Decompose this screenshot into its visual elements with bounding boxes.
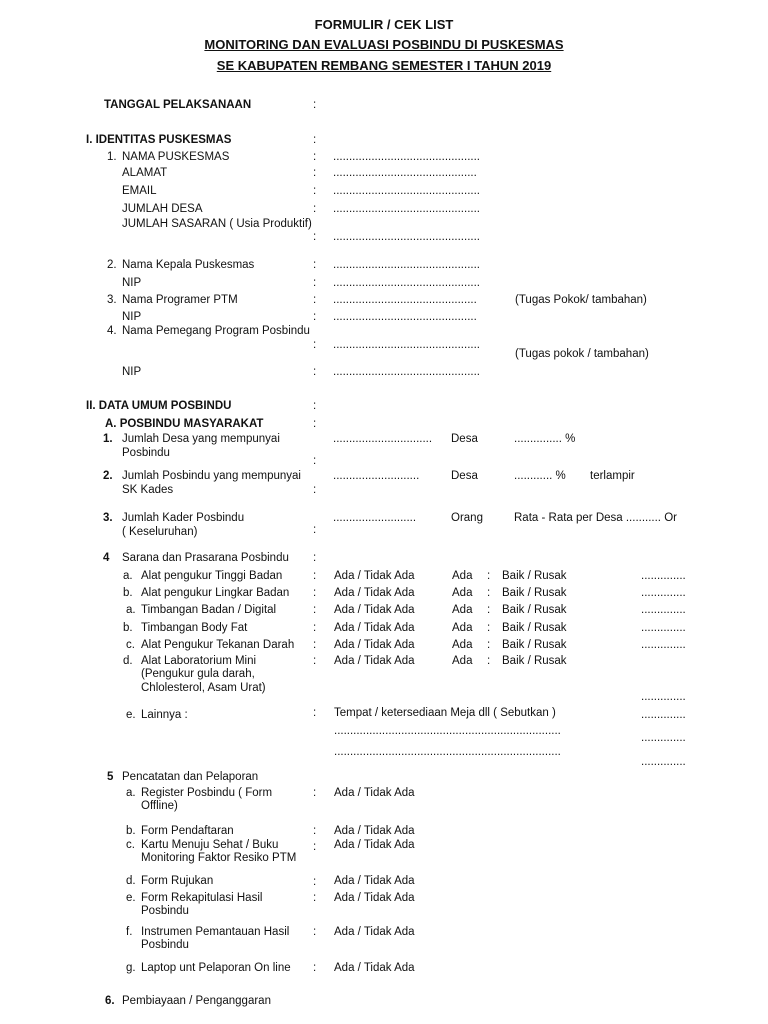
- pencatatan-item-label: Laptop unt Pelaporan On line: [141, 962, 291, 974]
- pencatatan-item-letter: c.: [126, 839, 135, 851]
- identitas-item-value: .............................................: [333, 311, 477, 323]
- pencatatan-item-colon: :: [313, 841, 317, 853]
- pencatatan-item-colon: :: [313, 926, 317, 938]
- sarana-num: 4: [103, 552, 110, 564]
- lainnya-line-1: .......................................................................: [334, 725, 561, 737]
- pencatatan-item-letter: g.: [126, 962, 136, 974]
- sarana-colon: :: [313, 552, 317, 564]
- lainnya-text: Tempat / ketersediaan Meja dll ( Sebutkan ): [334, 707, 556, 719]
- identitas-item-num: 2.: [107, 259, 117, 271]
- pencatatan-item-availability: Ada / Tidak Ada: [334, 962, 415, 974]
- posbindu-masyarakat-colon: :: [313, 418, 317, 430]
- identitas-item-value: ..............................................: [333, 185, 480, 197]
- identitas-item-colon: :: [313, 231, 317, 243]
- sarana-item-condition: Baik / Rusak: [502, 655, 567, 667]
- lainnya-line-2: .......................................................................: [334, 746, 561, 758]
- pencatatan-item-label: Instrumen Pemantauan Hasil: [141, 926, 290, 938]
- lainnya-notes-2: ..............: [641, 732, 686, 744]
- sarana-item-condition: Baik / Rusak: [502, 570, 567, 582]
- pencatatan-title: Pencatatan dan Pelaporan: [122, 771, 259, 783]
- pencatatan-item-colon: :: [313, 962, 317, 974]
- form-subtitle-period: SE KABUPATEN REMBANG SEMESTER I TAHUN 2019: [216, 58, 552, 73]
- lainnya-letter: e.: [126, 709, 136, 721]
- lainnya-notes-1: ..............: [641, 709, 686, 721]
- pencatatan-item-label: Form Pendaftaran: [141, 825, 234, 837]
- lainnya-label: Lainnya :: [141, 709, 188, 721]
- data-item-label: Jumlah Posbindu yang mempunyai: [122, 470, 301, 482]
- identitas-item-note: (Tugas pokok / tambahan): [515, 348, 649, 360]
- identitas-item-label: Nama Programer PTM: [122, 294, 238, 306]
- sarana-item-letter: a.: [126, 604, 136, 616]
- sarana-item-label: Alat Laboratorium Mini: [141, 655, 257, 667]
- sarana-item-notes: ..............: [641, 587, 686, 599]
- sarana-item-colon: :: [313, 622, 317, 634]
- sarana-item-colon2: :: [487, 622, 491, 634]
- sarana-item-label: Alat Pengukur Tekanan Darah: [141, 639, 295, 651]
- pencatatan-item-label-cont: Posbindu: [141, 939, 189, 951]
- identitas-item-label: JUMLAH SASARAN ( Usia Produktif): [122, 218, 312, 230]
- pencatatan-item-label: Register Posbindu ( Form: [141, 787, 273, 799]
- identitas-item-label: ALAMAT: [122, 167, 168, 179]
- sarana-item-colon: :: [313, 655, 317, 667]
- data-item-label: Jumlah Kader Posbindu: [122, 512, 245, 524]
- pencatatan-item-letter: d.: [126, 875, 136, 887]
- sarana-item-availability: Ada / Tidak Ada: [334, 639, 415, 651]
- identitas-item-value: ..............................................: [333, 151, 480, 163]
- data-item-label-cont: ( Keseluruhan): [122, 526, 198, 538]
- form-title: FORMULIR / CEK LIST: [314, 17, 454, 32]
- data-item-unit: Desa: [451, 433, 478, 445]
- data-item-percent: ............... %: [514, 433, 576, 445]
- pencatatan-item-availability: Ada / Tidak Ada: [334, 825, 415, 837]
- section-data-umum-colon: :: [313, 400, 317, 412]
- sarana-item-availability: Ada / Tidak Ada: [334, 655, 415, 667]
- form-subtitle: MONITORING DAN EVALUASI POSBINDU DI PUSKESMAS: [204, 37, 564, 52]
- data-item-num: 3.: [103, 512, 113, 524]
- section-data-umum-title: II. DATA UMUM POSBINDU: [86, 400, 232, 412]
- pencatatan-item-label: Form Rekapitulasi Hasil: [141, 892, 263, 904]
- identitas-item-label: NIP: [122, 311, 142, 323]
- data-item-percent: ............ %: [514, 470, 566, 482]
- identitas-item-num: 3.: [107, 294, 117, 306]
- data-item-percent: Rata - Rata per Desa ........... Or: [514, 512, 677, 524]
- data-item-unit: Desa: [451, 470, 478, 482]
- sarana-title: Sarana dan Prasarana Posbindu: [122, 552, 289, 564]
- sarana-item-notes: ..............: [641, 570, 686, 582]
- pencatatan-item-label: Form Rujukan: [141, 875, 214, 887]
- lainnya-notes-3: ..............: [641, 756, 686, 768]
- tanggal-colon: :: [313, 99, 317, 111]
- identitas-item-value: ..............................................: [333, 339, 480, 351]
- data-item-label-cont: Posbindu: [122, 447, 170, 459]
- sarana-item-letter: a.: [123, 570, 133, 582]
- sarana-item-letter: b.: [123, 587, 133, 599]
- sarana-item-colon2: :: [487, 639, 491, 651]
- sarana-item-availability: Ada / Tidak Ada: [334, 604, 415, 616]
- pencatatan-item-availability: Ada / Tidak Ada: [334, 875, 415, 887]
- identitas-item-colon: :: [313, 277, 317, 289]
- pencatatan-item-letter: b.: [126, 825, 136, 837]
- tanggal-label: TANGGAL PELAKSANAAN: [104, 99, 252, 111]
- identitas-item-colon: :: [313, 311, 317, 323]
- identitas-item-value: ..............................................: [333, 231, 480, 243]
- identitas-item-label: EMAIL: [122, 185, 157, 197]
- pencatatan-item-letter: e.: [126, 892, 136, 904]
- sarana-item-ada: Ada: [452, 570, 473, 582]
- identitas-item-colon: :: [313, 339, 317, 351]
- sarana-item-label: Timbangan Body Fat: [141, 622, 248, 634]
- identitas-item-label: Nama Pemegang Program Posbindu: [122, 325, 310, 337]
- sarana-item-availability: Ada / Tidak Ada: [334, 570, 415, 582]
- pembiayaan-title: Pembiayaan / Penganggaran: [122, 995, 271, 1007]
- data-item-unit: Orang: [451, 512, 483, 524]
- identitas-item-num: 4.: [107, 325, 117, 337]
- identitas-item-label: NAMA PUSKESMAS: [122, 151, 230, 163]
- data-item-num: 2.: [103, 470, 113, 482]
- data-item-colon: :: [313, 524, 317, 536]
- pencatatan-item-availability: Ada / Tidak Ada: [334, 787, 415, 799]
- sarana-item-colon2: :: [487, 604, 491, 616]
- identitas-item-label: NIP: [122, 366, 142, 378]
- identitas-item-colon: :: [313, 366, 317, 378]
- sarana-item-condition: Baik / Rusak: [502, 639, 567, 651]
- sarana-item-condition: Baik / Rusak: [502, 587, 567, 599]
- sarana-item-colon: :: [313, 587, 317, 599]
- sarana-item-availability: Ada / Tidak Ada: [334, 622, 415, 634]
- identitas-item-label: Nama Kepala Puskesmas: [122, 259, 255, 271]
- identitas-item-colon: :: [313, 151, 317, 163]
- section-identitas-title: I. IDENTITAS PUSKESMAS: [86, 134, 232, 146]
- lainnya-colon: :: [313, 707, 317, 719]
- sarana-item-letter: b.: [123, 622, 133, 634]
- data-item-value: ..........................: [333, 512, 417, 524]
- identitas-item-value: .............................................: [333, 294, 477, 306]
- identitas-item-num: 1.: [107, 151, 117, 163]
- pencatatan-item-letter: a.: [126, 787, 136, 799]
- sarana-item-colon: :: [313, 570, 317, 582]
- identitas-item-colon: :: [313, 294, 317, 306]
- sarana-item-notes: ..............: [641, 639, 686, 651]
- identitas-item-colon: :: [313, 185, 317, 197]
- sarana-item-ada: Ada: [452, 587, 473, 599]
- sarana-item-colon2: :: [487, 570, 491, 582]
- sarana-item-notes: ..............: [641, 604, 686, 616]
- pencatatan-item-colon: :: [313, 787, 317, 799]
- identitas-item-value: ..............................................: [333, 277, 480, 289]
- sarana-item-colon2: :: [487, 655, 491, 667]
- sarana-item-label: Alat pengukur Lingkar Badan: [141, 587, 290, 599]
- pencatatan-item-label: Kartu Menuju Sehat / Buku: [141, 839, 279, 851]
- sarana-item-notes: ..............: [641, 622, 686, 634]
- sarana-item-ada: Ada: [452, 622, 473, 634]
- data-item-label-cont: SK Kades: [122, 484, 174, 496]
- identitas-item-colon: :: [313, 167, 317, 179]
- sarana-item-ada: Ada: [452, 655, 473, 667]
- identitas-item-value: ..............................................: [333, 259, 480, 271]
- identitas-item-value: ..............................................: [333, 366, 480, 378]
- pencatatan-num: 5: [107, 771, 114, 783]
- data-item-extra: terlampir: [590, 470, 635, 482]
- lab-mini-sub1: (Pengukur gula darah,: [141, 668, 255, 680]
- identitas-item-colon: :: [313, 203, 317, 215]
- pencatatan-item-availability: Ada / Tidak Ada: [334, 926, 415, 938]
- data-item-colon: :: [313, 455, 317, 467]
- lab-mini-notes: ..............: [641, 691, 686, 703]
- sarana-item-letter: c.: [126, 639, 135, 651]
- data-item-value: ...........................: [333, 470, 420, 482]
- pencatatan-item-colon: :: [313, 876, 317, 888]
- pencatatan-item-label-cont: Offline): [141, 800, 178, 812]
- pencatatan-item-availability: Ada / Tidak Ada: [334, 892, 415, 904]
- section-identitas-colon: :: [313, 134, 317, 146]
- sarana-item-label: Timbangan Badan / Digital: [141, 604, 277, 616]
- sarana-item-condition: Baik / Rusak: [502, 604, 567, 616]
- data-item-colon: :: [313, 484, 317, 496]
- sarana-item-availability: Ada / Tidak Ada: [334, 587, 415, 599]
- data-item-num: 1.: [103, 433, 113, 445]
- sarana-item-label: Alat pengukur Tinggi Badan: [141, 570, 283, 582]
- sarana-item-ada: Ada: [452, 639, 473, 651]
- sarana-item-colon: :: [313, 604, 317, 616]
- pencatatan-item-colon: :: [313, 892, 317, 904]
- data-item-value: ...............................: [333, 433, 433, 445]
- identitas-item-note: (Tugas Pokok/ tambahan): [515, 294, 647, 306]
- identitas-item-label: JUMLAH DESA: [122, 203, 203, 215]
- posbindu-masyarakat-label: A. POSBINDU MASYARAKAT: [105, 418, 264, 430]
- data-item-label: Jumlah Desa yang mempunyai: [122, 433, 280, 445]
- pencatatan-item-label-cont: Posbindu: [141, 905, 189, 917]
- lab-mini-sub2: Chlolesterol, Asam Urat): [141, 682, 266, 694]
- pembiayaan-num: 6.: [105, 995, 115, 1007]
- pencatatan-item-letter: f.: [126, 926, 133, 938]
- identitas-item-colon: :: [313, 259, 317, 271]
- pencatatan-item-colon: :: [313, 825, 317, 837]
- identitas-item-label: NIP: [122, 277, 142, 289]
- sarana-item-ada: Ada: [452, 604, 473, 616]
- sarana-item-letter: d.: [123, 655, 133, 667]
- pencatatan-item-availability: Ada / Tidak Ada: [334, 839, 415, 851]
- sarana-item-condition: Baik / Rusak: [502, 622, 567, 634]
- identitas-item-value: ..............................................: [333, 203, 480, 215]
- sarana-item-colon: :: [313, 639, 317, 651]
- identitas-item-value: .............................................: [333, 167, 477, 179]
- sarana-item-colon2: :: [487, 587, 491, 599]
- pencatatan-item-label-cont: Monitoring Faktor Resiko PTM: [141, 852, 297, 864]
